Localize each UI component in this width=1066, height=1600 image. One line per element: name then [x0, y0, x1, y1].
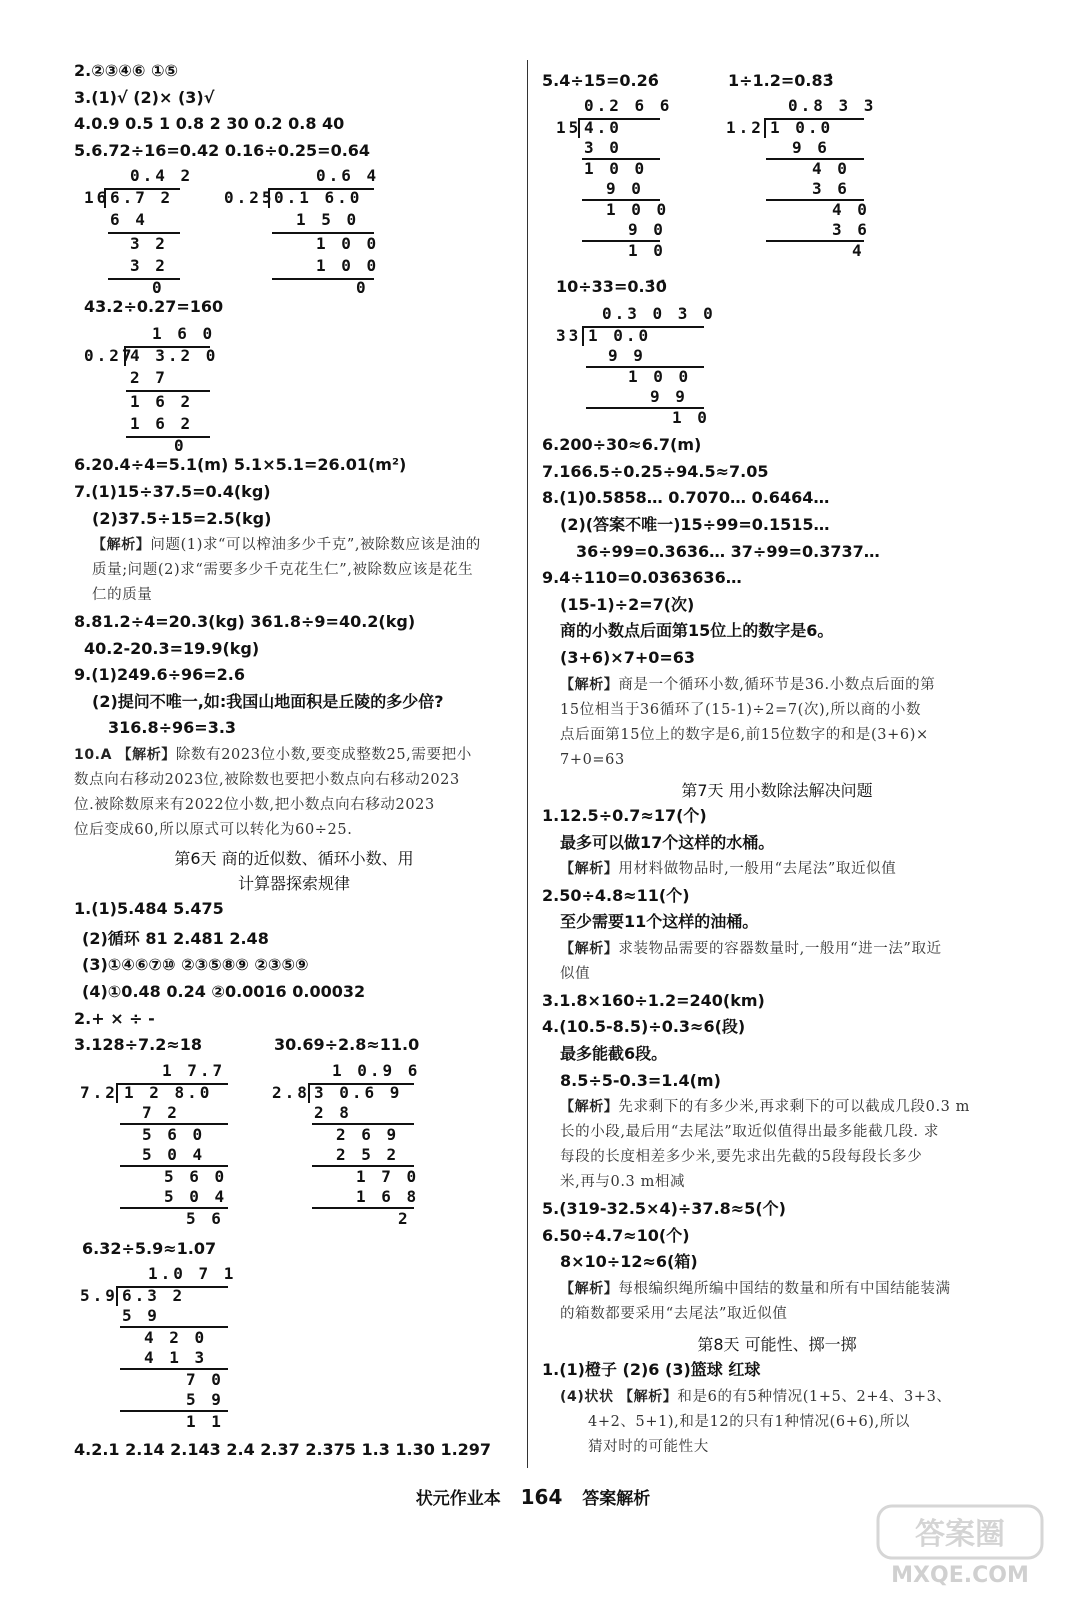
step: 4 0 [812, 159, 850, 178]
answer-line: 7.166.5÷0.25÷94.5≈7.05 [542, 462, 769, 481]
dividend: 6.3 2 [122, 1286, 186, 1305]
book-title: 状元作业本 [415, 1489, 501, 1509]
step: 5 0 4 [164, 1187, 228, 1206]
page-number: 164 [520, 1485, 563, 1509]
answer-line: 4.0.9 0.5 1 0.8 2 30 0.2 0.8 40 [74, 114, 345, 133]
answer-line: 6.200÷30≈6.7(m) [542, 435, 702, 454]
analysis-tag: 10.A 【解析】 [74, 747, 176, 763]
step: 1 0 0 [316, 234, 380, 253]
analysis-note [560, 1278, 951, 1300]
step: 1 6 2 [130, 414, 194, 433]
answer-line: 商的小数点后面第15位上的数字是6。 [560, 621, 834, 640]
step: 1 6 8 [356, 1187, 420, 1206]
answer-line: (2)提问不唯一,如:我国山地面积是丘陵的多少倍? [92, 692, 444, 711]
step: 1 5 0 [296, 210, 360, 229]
step: 9 9 [608, 346, 646, 365]
note-text: 问题(1)求“可以榨油多少千克”,被除数应该是油的 [150, 537, 481, 553]
analysis-tag: 【解析】 [560, 941, 619, 957]
remainder: 4 [852, 241, 865, 260]
step: 2 6 9 [336, 1125, 400, 1144]
note-text: 仁的质量 [92, 587, 153, 603]
answer-line: 2.+ × ÷ - [74, 1009, 155, 1028]
step: 9 6 [792, 138, 830, 157]
answer-line: 8×10÷12≈6(箱) [560, 1252, 698, 1271]
divisor: 7.2 [80, 1083, 118, 1102]
quotient: 1 0.9 6 [332, 1061, 421, 1080]
analysis-tag: 【解析】 [560, 1099, 619, 1115]
step-line [108, 278, 180, 280]
step: 1 0 0 [628, 367, 692, 386]
answer-line: 8.(1)0.5858… 0.7070… 0.6464… [542, 488, 830, 507]
answer-line: (2)37.5÷15=2.5(kg) [92, 509, 272, 528]
step: 3 0 [584, 138, 622, 157]
answer-line: 8.81.2÷4=20.3(kg) 361.8÷9=40.2(kg) [74, 612, 416, 631]
answer-line: 最多能截6段。 [560, 1044, 668, 1063]
note-text: 每根编织绳所编中国结的数量和所有中国结能装满 [618, 1281, 951, 1297]
division-bracket [582, 326, 584, 346]
answer-line: 316.8÷96=3.3 [108, 718, 237, 737]
analysis-note [560, 1096, 970, 1118]
answer-line: 6.32÷5.9≈1.07 [82, 1239, 217, 1258]
dividend: 4.0 [584, 118, 622, 137]
step: 4 2 0 [144, 1328, 208, 1347]
note-text: 位.被除数原来有2022位小数,把小数点向右移动2023 [74, 797, 435, 813]
dividend: 1 2 8.0 [124, 1083, 213, 1102]
note-text: 先求剩下的有多少米,再求剩下的可以截成几段0.3 m [618, 1099, 971, 1115]
answer-line: 5.6.72÷16=0.42 0.16÷0.25=0.64 [74, 141, 371, 160]
divisor: 5.9 [80, 1286, 118, 1305]
note-text: 用材料做物品时,一般用“去尾法”取近似值 [618, 861, 897, 877]
step: 2 7 [130, 368, 168, 387]
answer-line: 2.50÷4.8≈11(个) [542, 886, 690, 905]
note-text: 猜对时的可能性大 [588, 1439, 709, 1455]
analysis-note [560, 938, 942, 960]
note-text: 长的小段,最后用“去尾法”取近似值得出最多能截几段. 求 [560, 1124, 939, 1140]
answer-line: 1÷1.2=0.83̇ [728, 71, 834, 90]
divisor: 2.8 [272, 1083, 310, 1102]
answer-line: 4.2.1 2.14 2.143 2.4 2.37 2.375 1.3 1.30 1.297 [74, 1440, 492, 1459]
answer-line: 1.12.5÷0.7≈17(个) [542, 806, 707, 825]
step: 9 9 [650, 387, 688, 406]
quotient: 0.2 6 6 [584, 96, 673, 115]
answer-line: 9.4÷110=0.0363636… [542, 568, 742, 587]
step: 1 0 0 [606, 200, 670, 219]
answer-line: 至少需要11个这样的油桶。 [560, 912, 759, 931]
dividend: 1 0.0 [588, 326, 652, 345]
note-text: 4+2、5+1),和是12的只有1种情况(6+6),所以 [588, 1414, 910, 1430]
analysis-note [560, 1386, 952, 1408]
column-divider [527, 60, 528, 1468]
note-text: 的箱数都要采用“去尾法”取近似值 [560, 1306, 788, 1322]
dividend: 0.1 6.0 [274, 188, 363, 207]
answer-line: 8.5÷5-0.3=1.4(m) [560, 1071, 721, 1090]
divisor: 15 [556, 118, 582, 137]
quotient: 0.3 0 3 0 [602, 304, 716, 323]
answer-line: (2)(答案不唯一)15÷99=0.1515… [560, 515, 830, 534]
watermark-logo [870, 1500, 1050, 1590]
remainder: 2 [398, 1209, 411, 1228]
divisor: 16 [84, 188, 110, 207]
divisor: 1.2 [726, 118, 764, 137]
section-label: 答案解析 [582, 1489, 651, 1509]
answer-line: 1.(1)橙子 (2)6 (3)篮球 红球 [542, 1360, 761, 1379]
remainder: 1 0 [628, 241, 666, 260]
section-title: 计算器探索规律 [237, 874, 350, 893]
note-text: 位后变成60,所以原式可以转化为60÷25. [74, 822, 353, 838]
note-text: 似值 [560, 966, 591, 982]
quotient: 1 7.7 [162, 1061, 226, 1080]
answer-line: 30.69÷2.8≈11.0 [274, 1035, 420, 1054]
quotient: 1.0 7 1 [148, 1264, 237, 1283]
quotient: 0.4 2 [130, 166, 194, 185]
step: 1 0 0 [584, 159, 648, 178]
step: 7 2 [142, 1103, 180, 1122]
analysis-tag: 【解析】 [92, 537, 151, 553]
remainder: 1 0 [672, 408, 710, 427]
quotient: 1 6 0 [152, 324, 216, 343]
step: 5 6 0 [164, 1167, 228, 1186]
step: 1 6 2 [130, 392, 194, 411]
analysis-note [92, 534, 481, 556]
answer-line: 4.(10.5-8.5)÷0.3≈6(段) [542, 1017, 746, 1036]
quotient: 0.8 3 3 [788, 96, 877, 115]
answer-line: (3)①④⑥⑦⑩ ②③⑤⑧⑨ ②③⑤⑨ [82, 955, 309, 974]
division-bracket [764, 118, 766, 138]
dividend: 4 3.2 0 [130, 346, 219, 365]
answer-line: (15-1)÷2=7(次) [560, 595, 695, 614]
step-line [766, 240, 864, 242]
note-text: 数点向右移动2023位,被除数也要把小数点向右移动2023 [74, 772, 460, 788]
answer-line: 5.4÷15=0.26̇ [542, 71, 659, 90]
step: 4 0 [832, 200, 870, 219]
note-text: 米,再与0.3 m相减 [560, 1174, 686, 1190]
step: 5 0 4 [142, 1145, 206, 1164]
analysis-note [74, 744, 472, 766]
section-title: 第6天 商的近似数、循环小数、用 [174, 849, 414, 868]
step: 4 1 3 [144, 1348, 208, 1367]
analysis-tag: (4)状状 【解析】 [560, 1389, 678, 1405]
answer-line: 6.50÷4.7≈10(个) [542, 1226, 690, 1245]
step: 7 0 [186, 1370, 224, 1389]
answer-line: 36÷99=0.3636… 37÷99=0.3737… [576, 542, 880, 561]
dividend: 1 0.0 [770, 118, 834, 137]
answer-line: 3.1.8×160÷1.2=240(km) [542, 991, 765, 1010]
note-text: 点后面第15位上的数字是6,前15位数字的和是(3+6)× [560, 727, 929, 743]
analysis-tag: 【解析】 [560, 677, 619, 693]
remainder: 5 6 [186, 1209, 224, 1228]
answer-line: 10÷33=0.3̇0̇ [556, 277, 667, 296]
answer-line: (4)①0.48 0.24 ②0.0016 0.00032 [82, 982, 366, 1001]
dividend: 3 0.6 9 [314, 1083, 403, 1102]
answer-line: 43.2÷0.27=160 [84, 297, 224, 316]
divisor: 33 [556, 326, 582, 345]
answer-line: 40.2-20.3=19.9(kg) [84, 639, 260, 658]
answer-line: 5.(319-32.5×4)÷37.8≈5(个) [542, 1199, 786, 1218]
step: 9 0 [606, 179, 644, 198]
note-text: 7+0=63 [560, 752, 625, 768]
analysis-note [560, 858, 896, 880]
step: 3 6 [832, 220, 870, 239]
step: 2 5 2 [336, 1145, 400, 1164]
answer-line: 7.(1)15÷37.5=0.4(kg) [74, 482, 271, 501]
note-text: 每段的长度相差多少米,要先求出先截的5段每段长多少 [560, 1149, 923, 1165]
step: 3 2 [130, 234, 168, 253]
note-text: 质量;问题(2)求“需要多少千克花生仁”,被除数应该是花生 [92, 562, 474, 578]
watermark-text: 答案圈 [915, 1517, 1005, 1552]
answer-line: 最多可以做17个这样的水桶。 [560, 833, 775, 852]
note-text: 除数有2023位小数,要变成整数25,需要把小 [175, 747, 472, 763]
note-text: 商是一个循环小数,循环节是36.小数点后面的第 [618, 677, 936, 693]
remainder: 0 [152, 278, 165, 297]
quotient: 0.6 4 [316, 166, 380, 185]
step: 3 6 [812, 179, 850, 198]
step: 1 0 0 [316, 256, 380, 275]
section-title: 第7天 用小数除法解决问题 [681, 781, 873, 800]
analysis-tag: 【解析】 [560, 1281, 619, 1297]
step: 6 4 [110, 210, 148, 229]
analysis-tag: 【解析】 [560, 861, 619, 877]
step: 5 9 [186, 1390, 224, 1409]
analysis-note [560, 674, 935, 696]
divisor: 0.27 [84, 346, 135, 365]
answer-line: 6.20.4÷4=5.1(m) 5.1×5.1=26.01(m²) [74, 455, 407, 474]
answer-line: (2)循环 81 2.481 2.48 [82, 929, 269, 948]
remainder: 1 1 [186, 1412, 224, 1431]
step: 1 7 0 [356, 1167, 420, 1186]
answer-line: 9.(1)249.6÷96=2.6 [74, 665, 245, 684]
answer-line: 3.(1)√ (2)× (3)√ [74, 88, 215, 107]
watermark-url: MXQE.COM [891, 1563, 1029, 1588]
watermark-icon [870, 1500, 1050, 1590]
note-text: 和是6的有5种情况(1+5、2+4、3+3、 [677, 1389, 952, 1405]
section-title: 第8天 可能性、掷一掷 [697, 1335, 857, 1354]
step-line [126, 436, 210, 438]
step: 5 6 0 [142, 1125, 206, 1144]
answer-line: (3+6)×7+0=63 [560, 648, 696, 667]
step: 5 9 [122, 1306, 160, 1325]
remainder: 0 [174, 436, 187, 455]
answer-line: 3.128÷7.2≈18 [74, 1035, 203, 1054]
step: 2 8 [314, 1103, 352, 1122]
divisor: 0.25 [224, 188, 275, 207]
note-text: 15位相当于36循环了(15-1)÷2=7(次),所以商的小数 [560, 702, 922, 718]
dividend: 6.7 2 [110, 188, 174, 207]
step: 3 2 [130, 256, 168, 275]
answer-line: 1.(1)5.484 5.475 [74, 899, 224, 918]
step: 9 0 [628, 220, 666, 239]
answer-line: 2.②③④⑥ ①⑤ [74, 61, 179, 80]
note-text: 求装物品需要的容器数量时,一般用“进一法”取近 [618, 941, 942, 957]
remainder: 0 [356, 278, 369, 297]
